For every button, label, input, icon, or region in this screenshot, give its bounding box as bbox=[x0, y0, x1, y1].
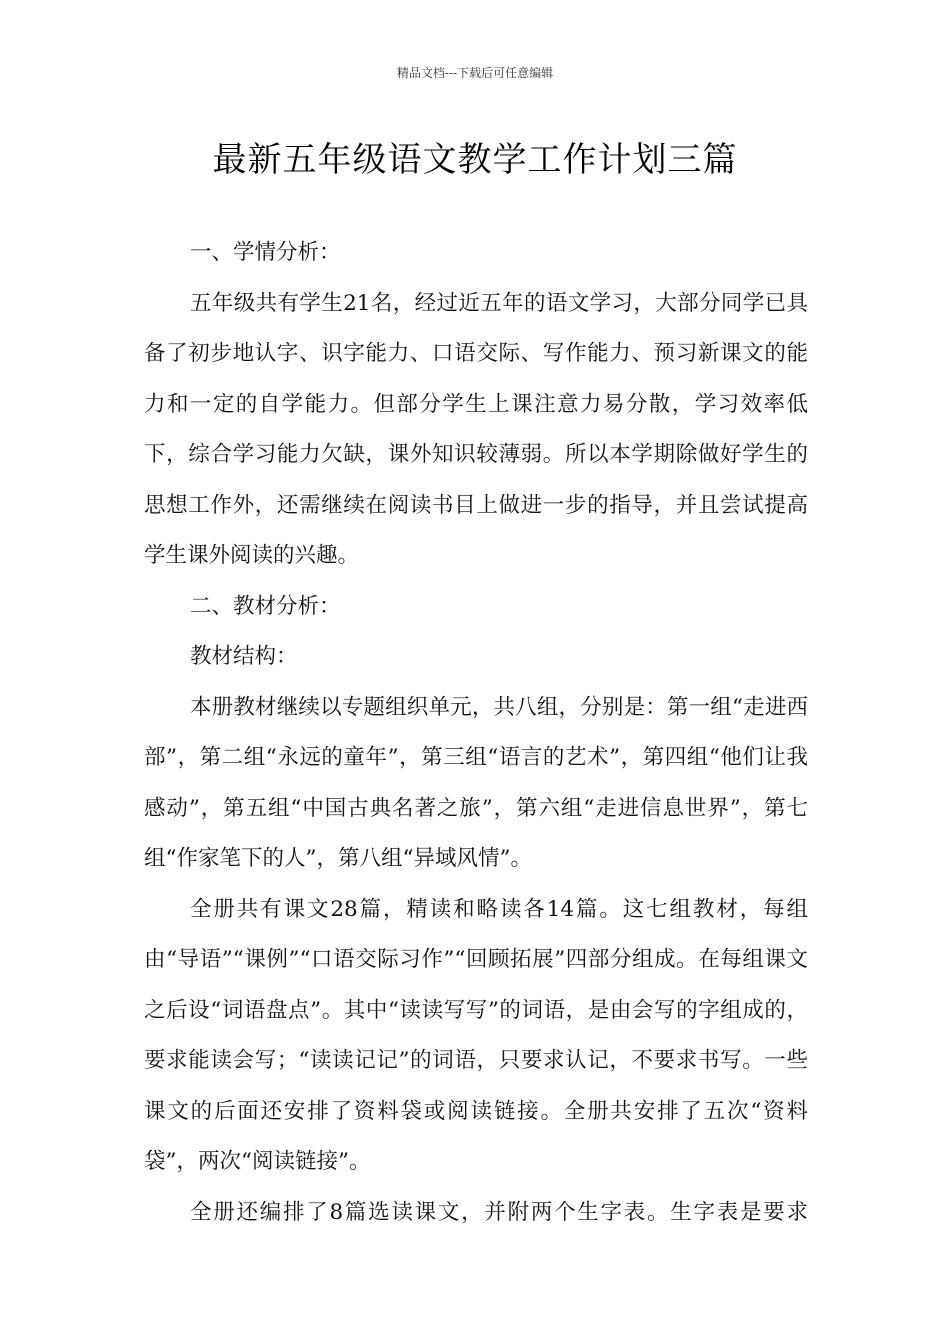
paragraph-units: 本册教材继续以专题组织单元，共八组，分别是：第一组“走进西部”，第二组“永远的童年”，第三组“语言的艺术”，第四组“他们让我感动”，第五组“中国古典名著之旅”，第六组“走进信息世界”，第七组“作家笔下的人”，第八组“异域风情”。 bbox=[144, 694, 808, 871]
subheading-textbook-structure: 教材结构： bbox=[190, 644, 298, 669]
document-body bbox=[144, 228, 808, 1238]
page-header: 精品文档---下载后可任意编辑 bbox=[396, 66, 554, 80]
paragraph-elective-lessons: 全册还编排了8篇选读课文，并附两个生字表。生字表是要求 bbox=[190, 1199, 808, 1225]
section-heading-1: 一、学情分析： bbox=[190, 240, 341, 265]
section-heading-2: 二、教材分析： bbox=[190, 593, 341, 619]
document-title: 最新五年级语文教学工作计划三篇 bbox=[212, 140, 738, 180]
paragraph-student-analysis: 五年级共有学生21名，经过近五年的语文学习，大部分同学已具备了初步地认字、识字能力、口语交际、写作能力、预习新课文的能力和一定的自学能力。但部分学生上课注意力易分散，学习效率低下，综合学习能力欠缺，课外知识较薄弱。所以本学期除做好学生的思想工作外，还需继续在阅读书目上做进一步的指导，并且尝试提高学生课外阅读的兴趣。 bbox=[144, 290, 808, 568]
paragraph-lessons: 全册共有课文28篇，精读和略读各14篇。这七组教材，每组由“导语”“课例”“口语交际习作”“回顾拓展”四部分组成。在每组课文之后设“词语盘点”。其中“读读写写”的词语，是由会写的字组成的，要求能读会写；“读读记记”的词语，只要求认记，不要求书写。一些课文的后面还安排了资料袋或阅读链接。全册共安排了五次“资料袋”，两次“阅读链接”。 bbox=[144, 896, 808, 1174]
